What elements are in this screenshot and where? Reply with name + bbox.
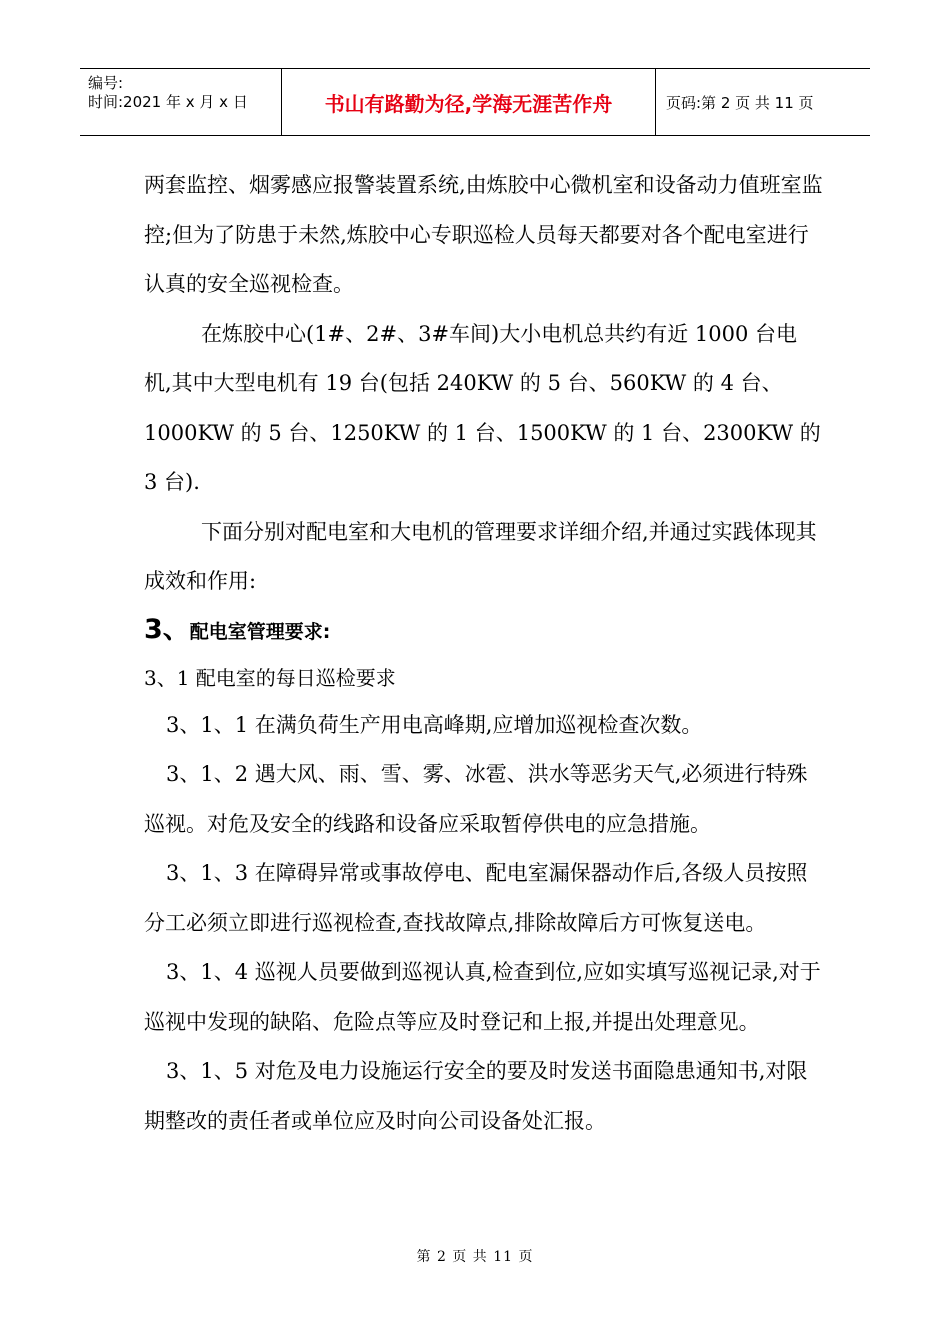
- document-date: 时间:2021 年 x 月 x 日: [88, 93, 248, 111]
- document-body: [144, 161, 824, 1146]
- paragraph: 两套监控、烟雾感应报警装置系统,由炼胶中心微机室和设备动力值班室监控;但为了防患于未然,炼胶中心专职巡检人员每天都要对各个配电室进行认真的安全巡视检查。: [144, 173, 823, 296]
- list-item: 3、1、5 对危及电力设施运行安全的要及时发送书面隐患通知书,对限期整改的责任者或单位应及时向公司设备处汇报。: [144, 1059, 808, 1133]
- section-number: 3、: [144, 613, 190, 645]
- list-item: 3、1、3 在障碍异常或事故停电、配电室漏保器动作后,各级人员按照分工必须立即进行巡视检查,查找故障点,排除故障后方可恢复送电。: [144, 861, 808, 935]
- document-number-label: 编号:: [88, 74, 124, 92]
- subsection-heading: 3、1 配电室的每日巡检要求: [144, 665, 396, 690]
- list-item: 3、1、4 巡视人员要做到巡视认真,检查到位,应如实填写巡视记录,对于巡视中发现的缺陷、危险点等应及时登记和上报,并提出处理意见。: [144, 960, 821, 1034]
- paragraph: 在炼胶中心(1#、2#、3#车间)大小电机总共约有近 1000 台电机,其中大型电机有 19 台(包括 240KW 的 5 台、560KW 的 4 台、1000KW 的 5 台、1250KW 的 1 台、1500KW 的 1 台、2300KW 的 3 台).: [144, 321, 821, 494]
- list-item: 3、1、2 遇大风、雨、雪、雾、冰雹、洪水等恶劣天气,必须进行特殊巡视。对危及安全的线路和设备应采取暂停供电的应急措施。: [144, 762, 808, 836]
- page-footer: 第 2 页 共 11 页: [416, 1249, 534, 1265]
- header-meta: [80, 69, 282, 135]
- section-heading: [144, 607, 824, 655]
- list-item: 3、1、1 在满负荷生产用电高峰期,应增加巡视检查次数。: [166, 712, 703, 737]
- header-motto: 书山有路勤为径,学海无涯苦作舟: [282, 69, 656, 135]
- section-title: 配电室管理要求:: [189, 620, 331, 643]
- paragraph: 下面分别对配电室和大电机的管理要求详细介绍,并通过实践体现其成效和作用:: [144, 519, 817, 593]
- page-header: [80, 68, 870, 136]
- header-page-info: 页码:第 2 页 共 11 页: [666, 93, 814, 112]
